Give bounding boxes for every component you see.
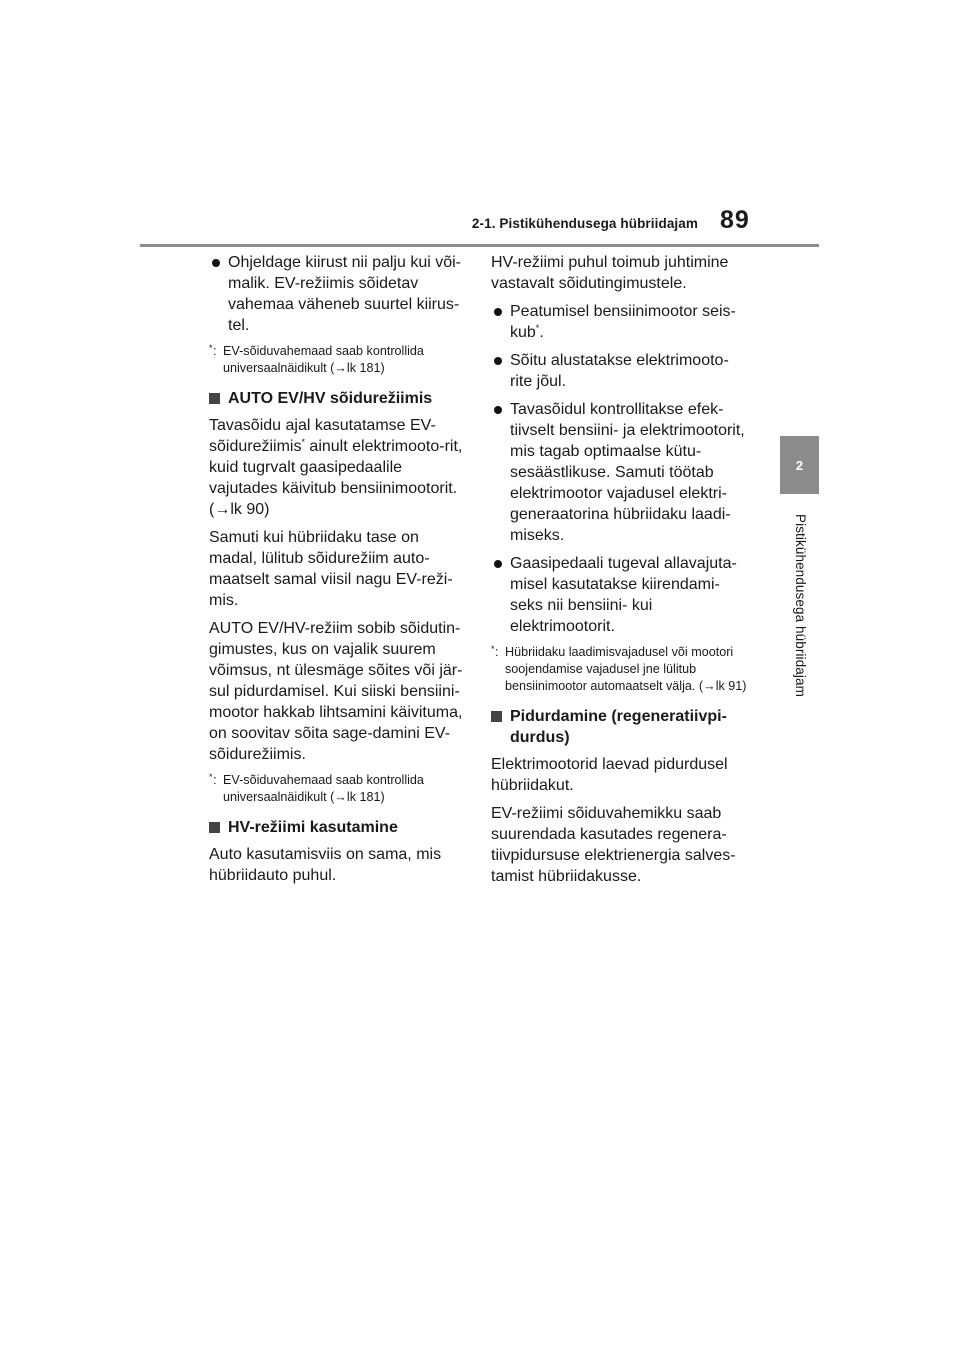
page-number: 89 <box>720 206 750 234</box>
bullet-item <box>491 350 749 392</box>
section-heading <box>209 388 467 409</box>
section-heading <box>209 817 467 838</box>
footnote <box>209 343 467 377</box>
bullet-text: . <box>539 324 544 341</box>
footnote-marker: * <box>301 437 305 447</box>
paragraph: Samuti kui hübriidaku tase on madal, lülitub sõidurežiim auto-maatselt samal viisil nagu EV-reži-mis. <box>209 529 453 609</box>
bullet-dot-icon <box>494 308 502 316</box>
footnote-asterisk: * <box>491 644 495 654</box>
footnote-text: EV-sõiduvahemaad saab kontrollida universaalnäidikult (→lk 181) <box>223 344 424 375</box>
paragraph: AUTO EV/HV-režiim sobib sõidutin-gimustes, kus on vajalik suurem võimsus, nt ülesmäge sõites või jär-sul pidurdamisel. Kui siiski bensiini-mootor hakkab lihtsamini käivituma, on soovitav sõita sage-damini EV-sõidurežiimis. <box>209 620 463 763</box>
heading-text: Pidurdamine (regeneratiivpi-durdus) <box>510 708 727 746</box>
paragraph-text: Tavasõidu ajal kasutatamse EV-sõidurežiimis <box>209 417 436 455</box>
bullet-text: Tavasõidul kontrollitakse efek-tiivselt bensiini- ja elektrimootorit, mis tagab optimaalse kütu-sesäästlikuse. Samuti töötab elektrimootor vajadusel elektri-generaatorina hübriidaku laadi-miseks. <box>510 401 745 544</box>
square-bullet-icon <box>209 822 220 833</box>
footnote <box>491 644 749 695</box>
section-title: 2-1. Pistikühendusega hübriidajam <box>471 216 698 231</box>
chapter-tab <box>780 436 819 494</box>
footnote <box>209 772 467 806</box>
footnote-marker: * <box>535 323 540 333</box>
bullet-item <box>491 399 749 546</box>
heading-text: HV-režiimi kasutamine <box>228 819 398 836</box>
square-bullet-icon <box>491 711 502 722</box>
bullet-text: Sõitu alustatakse elektrimooto-rite jõul. <box>510 352 729 390</box>
bullet-item <box>491 301 749 343</box>
paragraph: HV-režiimi puhul toimub juhtimine vastavalt sõidutingimustele. <box>491 254 729 292</box>
footnote-text: EV-sõiduvahemaad saab kontrollida universaalnäidikult (→lk 181) <box>223 773 424 804</box>
footnote-colon: : <box>495 645 499 659</box>
bullet-dot-icon <box>494 406 502 414</box>
footnote-colon: : <box>213 344 217 358</box>
bullet-dot-icon <box>494 357 502 365</box>
bullet-dot-icon <box>212 259 220 267</box>
section-heading <box>491 706 749 748</box>
bullet-item <box>491 553 749 637</box>
bullet-dot-icon <box>494 560 502 568</box>
bullet-text: Gaasipedaali tugeval allavajuta-misel kasutatakse kiirendami-seks nii bensiini- kui elektrimootorit. <box>510 555 737 635</box>
footnote-asterisk: * <box>209 343 213 353</box>
footnote-colon: : <box>213 773 217 787</box>
left-column <box>209 252 467 893</box>
heading-text: AUTO EV/HV sõidurežiimis <box>228 390 433 407</box>
paragraph-text: ainult elektrimooto-rit, kuid tugrvalt gaasipedaalile vajutades käivitub bensiinimootorit. (→lk 90) <box>209 438 463 518</box>
chapter-number: 2 <box>795 457 804 473</box>
right-column <box>491 252 749 894</box>
paragraph: Auto kasutamisviis on sama, mis hübriidauto puhul. <box>209 846 442 884</box>
chapter-label: Pistikühendusega hübriidajam <box>793 514 808 697</box>
footnote-text: Hübriidaku laadimisvajadusel või mootori soojendamise vajadusel jne lülitub bensiinimootor automaatselt välja. (→lk 91) <box>505 645 747 693</box>
header-divider <box>140 244 819 247</box>
square-bullet-icon <box>209 393 220 404</box>
bullet-item <box>209 252 467 336</box>
bullet-text: Peatumisel bensiinimootor seis-kub <box>510 303 736 341</box>
paragraph: Elektrimootorid laevad pidurdusel hübriidakut. <box>491 756 728 794</box>
bullet-text: Ohjeldage kiirust nii palju kui või-malik. EV-režiimis sõidetav vahemaa väheneb suurtel kiirus-tel. <box>228 254 461 334</box>
footnote-asterisk: * <box>209 772 213 782</box>
paragraph <box>209 415 467 520</box>
paragraph: EV-režiimi sõiduvahemikku saab suurendada kasutades regenera-tiivpidursuse elektrienergia salves-tamist hübriidakusse. <box>491 805 736 885</box>
